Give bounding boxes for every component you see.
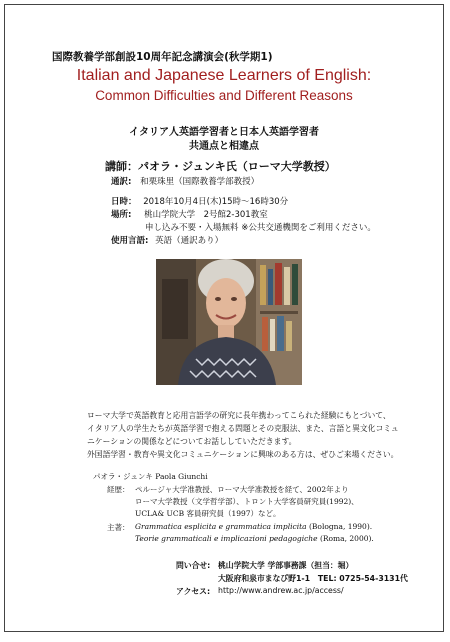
- admission-note: 申し込み不要・入場無料 ※公共交通機関をご利用ください。: [145, 223, 376, 233]
- career-line-2: ローマ大学教授（文学哲学部）、トロント大学客員研究員(1992)、: [135, 497, 359, 506]
- access-label: アクセス:: [176, 587, 211, 596]
- works-title-2: Teorie grammaticali e implicazioni pedagogiche: [135, 534, 318, 543]
- speaker-photo: [156, 259, 302, 385]
- date-row: [111, 195, 288, 207]
- flyer: [4, 4, 444, 632]
- career-line-3: UCLA& UCB 客員研究員（1997）など。: [135, 509, 281, 518]
- intro-line-2: イタリア人の学生たちが英語学習で抱える問題とその克服法、また、言語と異文化コミュ: [87, 424, 399, 433]
- language-value: 英語（通訳あり）: [155, 236, 224, 246]
- works-label: 主著：: [107, 523, 130, 532]
- inquiry-label: 問い合せ:: [176, 561, 211, 570]
- inquiry-value: 桃山学院大学 学部事務課（担当：堀）: [218, 561, 354, 570]
- interpreter-row: [111, 175, 259, 187]
- speaker-name: パオラ・ジュンキ氏（ローマ大学教授）: [138, 160, 336, 173]
- speaker-line: [105, 158, 336, 174]
- date-label: 日時：: [111, 197, 137, 207]
- bio-name: パオラ・ジュンキ Paola Giunchi: [93, 472, 208, 481]
- language-label: 使用言語:: [111, 236, 149, 246]
- career-line-1: ペルージャ大学准教授、ローマ大学准教授を経て、2002年より: [135, 485, 349, 494]
- date-value: 2018年10月4日(木)15時～16時30分: [143, 197, 289, 207]
- works-line-2: [135, 534, 374, 543]
- english-title-line-1: Italian and Japanese Learners of English:: [76, 67, 372, 84]
- works-detail-2: (Roma, 2000).: [317, 534, 374, 543]
- japanese-title-line-1: イタリア人英語学習者と日本人英語学習者: [129, 127, 319, 138]
- career-label: 経歴：: [107, 485, 130, 494]
- intro-line-3: ニケーションの関係などについてお話ししていただきます。: [87, 437, 297, 446]
- works-line-1: [135, 522, 372, 531]
- access-link[interactable]: http://www.andrew.ac.jp/access/: [218, 586, 344, 595]
- intro-line-4: 外国語学習・教育や異文化コミュニケーションに興味のある方は、ぜひご来場ください。: [87, 450, 399, 459]
- works-title-1: Grammatica esplicita e grammatica implicita: [135, 522, 307, 531]
- interpreter-value: 和栗珠里（国際教養学部教授）: [140, 177, 260, 187]
- venue-row: [111, 208, 268, 220]
- japanese-title-line-2: 共通点と相違点: [189, 141, 259, 152]
- intro-line-1: ローマ大学で英語教育と応用言語学の研究に長年携わってこられた経験にもとづいて、: [87, 411, 391, 420]
- interpreter-label: 通訳:: [111, 177, 132, 187]
- speaker-portrait-image: [156, 259, 302, 385]
- language-row: [111, 234, 223, 246]
- venue-value: 桃山学院大学 2号館2-301教室: [144, 210, 268, 220]
- english-title-line-2: Common Difficulties and Different Reasons: [95, 88, 353, 103]
- works-detail-1: (Bologna, 1990).: [306, 522, 373, 531]
- lecture-series-title: 国際教養学部創設10周年記念講演会(秋学期1): [52, 51, 273, 63]
- contact-address: 大阪府和泉市まなび野1-1 TEL: 0725-54-3131代: [218, 574, 408, 583]
- venue-label: 場所:: [111, 210, 132, 220]
- speaker-label: 講師：: [105, 160, 138, 173]
